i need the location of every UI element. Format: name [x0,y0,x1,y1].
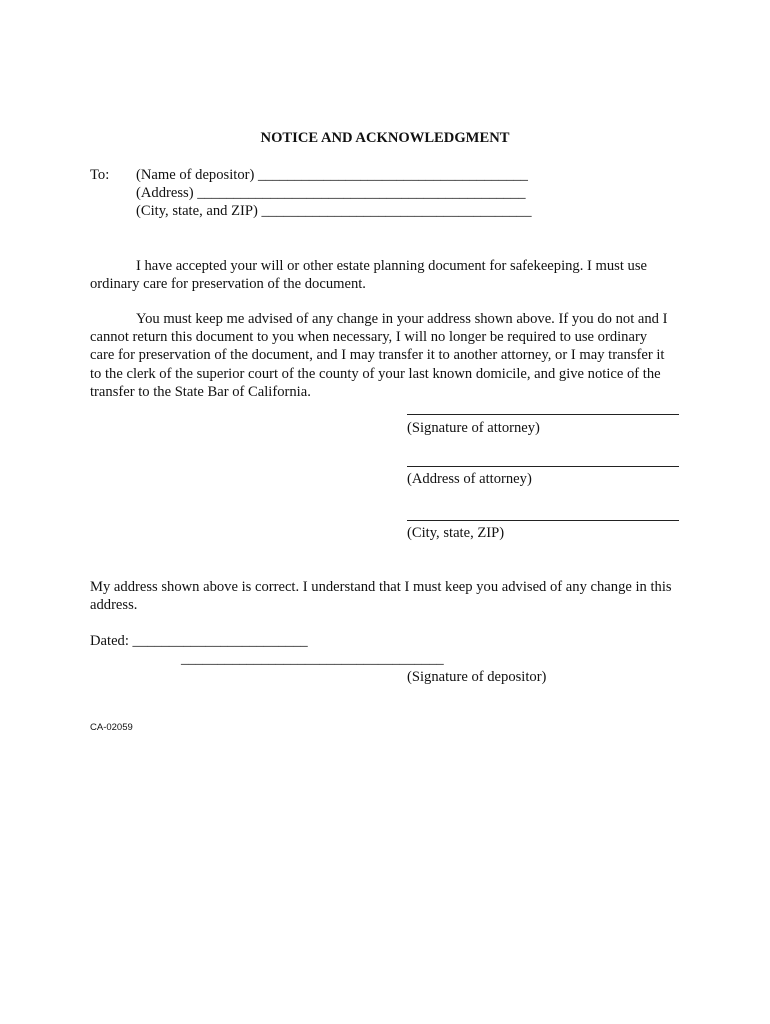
attorney-signature-label: (Signature of attorney) [407,420,540,436]
paragraph-safekeeping: I have accepted your will or other estate planning document for safekeeping. I must use ordinary care for preservation of the document. [90,258,648,293]
attorney-city-line [407,520,679,521]
form-code: CA-02059 [90,722,133,733]
acknowledgment-text: My address shown above is correct. I understand that I must keep you advised of any change in this address. [90,579,672,614]
page-title: NOTICE AND ACKNOWLEDGMENT [260,130,510,146]
dated-line: Dated: ________________________ [90,633,308,649]
paragraph-advise-change: You must keep me advised of any change in your address shown above. If you do not and I cannot return this document to you when necessary, I will no longer be required to use ordinary care for preservation of the document, and I may transfer it to another attorney, or I may transfer it to the clerk of the superior court of the county of your last known domicile, and give notice of the transfer to the State Bar of California. [90,311,668,400]
attorney-address-label: (Address of attorney) [407,471,532,487]
attorney-signature-line [407,414,679,415]
depositor-signature-label: (Signature of depositor) [407,669,547,685]
attorney-address-line [407,466,679,467]
to-label: To: [90,167,110,183]
depositor-address-line: (Address) _____________________________________________ [136,185,526,201]
depositor-signature-line: ____________________________________ [181,651,444,667]
depositor-name-line: (Name of depositor) _____________________________________ [136,167,528,183]
depositor-city-line: (City, state, and ZIP) _____________________________________ [136,203,532,219]
attorney-city-label: (City, state, ZIP) [407,525,505,541]
